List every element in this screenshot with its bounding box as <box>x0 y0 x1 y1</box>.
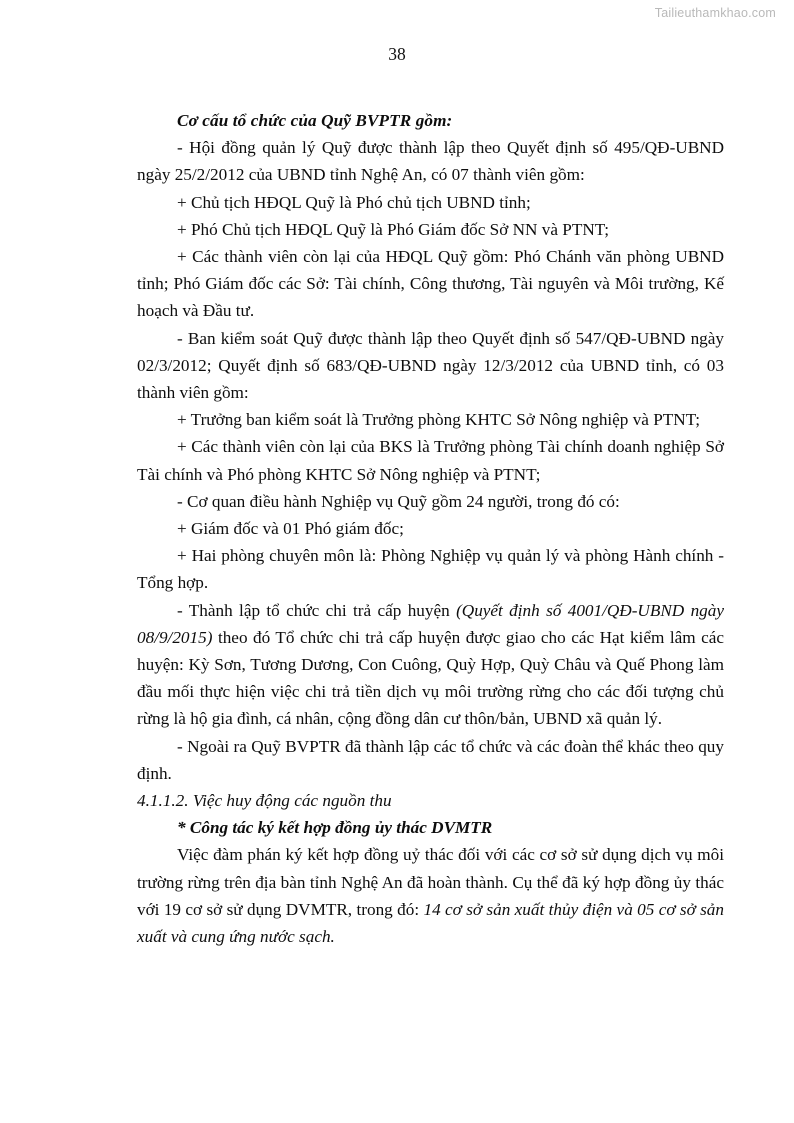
paragraph-executive-agency: - Cơ quan điều hành Nghiệp vụ Quỹ gồm 24 người, trong đó có: <box>177 491 620 511</box>
bullet-other-members: + Các thành viên còn lại của HĐQL Quỹ gồm: Phó Chánh văn phòng UBND tỉnh; Phó Giám đốc các Sở: Tài chính, Công thương, Tài nguyên và Môi trường, Kế hoạch và Đầu tư. <box>137 247 724 321</box>
bullet-board-head: + Trưởng ban kiểm soát là Trưởng phòng KHTC Sở Nông nghiệp và PTNT; <box>177 410 701 430</box>
district-payment-lead: - Thành lập tổ chức chi trả cấp huyện <box>177 600 457 620</box>
paragraph-supervisory-board: - Ban kiểm soát Quỹ được thành lập theo Quyết định số 547/QĐ-UBND ngày 02/3/2012; Quyết định số 683/QĐ-UBND ngày 12/3/2012 của UBND tỉnh, có 03 thành viên gồm: <box>137 328 724 403</box>
paragraph-contract-status <box>137 841 724 950</box>
heading-org-structure: Cơ cấu tổ chức của Quỹ BVPTR gồm: <box>177 111 453 130</box>
bullet-departments: + Hai phòng chuyên môn là: Phòng Nghiệp vụ quản lý và phòng Hành chính - Tổng hợp. <box>137 546 724 593</box>
page-number: 38 <box>388 44 406 64</box>
heading-subsection-contract-signing: * Công tác ký kết hợp đồng ủy thác DVMTR <box>177 818 493 838</box>
district-payment-rest: theo đó Tổ chức chi trả cấp huyện được giao cho các Hạt kiểm lâm các huyện: Kỳ Sơn, Tương Dương, Con Cuông, Quỳ Hợp, Quỳ Châu và Quế Phong làm đầu mối thực hiện việc chi trả tiền dịch vụ môi trường rừng cho các đối tượng chủ rừng là hộ gia đình, cá nhân, cộng đồng dân cư thôn/bản, UBND xã quản lý. <box>137 627 724 729</box>
paragraph-district-payment <box>137 597 724 733</box>
watermark-text: Tailieuthamkhao.com <box>654 6 776 20</box>
contract-status-lead: Việc đàm phán ký kết hợp đồng uỷ thác đối với các cơ sở sử dụng dịch vụ môi trường rừng trên địa bàn tỉnh Nghệ An đã hoàn thành. Cụ thể đã ký hợp đồng ủy thác với 19 cơ sở sử dụng DVMTR, trong đó: <box>137 845 724 919</box>
bullet-director: + Giám đốc và 01 Phó giám đốc; <box>177 519 404 539</box>
page-body <box>137 107 724 950</box>
bullet-vice-chairman: + Phó Chủ tịch HĐQL Quỹ là Phó Giám đốc Sở NN và PTNT; <box>177 219 610 239</box>
contract-status-detail-italic: 14 cơ sở sản xuất thủy điện và 05 cơ sở sản xuất và cung ứng nước sạch. <box>137 899 724 947</box>
bullet-board-members: + Các thành viên còn lại của BKS là Trưởng phòng Tài chính doanh nghiệp Sở Tài chính và Phó phòng KHTC Sở Nông nghiệp và PTNT; <box>137 437 724 484</box>
paragraph-management-council: - Hội đồng quản lý Quỹ được thành lập theo Quyết định số 495/QĐ-UBND ngày 25/2/2012 của UBND tỉnh Nghệ An, có 07 thành viên gồm: <box>137 138 724 185</box>
heading-section-4-1-1-2: 4.1.1.2. Việc huy động các nguồn thu <box>137 791 392 811</box>
paragraph-other-orgs: - Ngoài ra Quỹ BVPTR đã thành lập các tổ chức và các đoàn thể khác theo quy định. <box>137 736 724 783</box>
district-payment-decision-italic: (Quyết định số 4001/QĐ-UBND ngày 08/9/2015) <box>137 600 724 647</box>
bullet-chairman: + Chủ tịch HĐQL Quỹ là Phó chủ tịch UBND tỉnh; <box>177 192 531 212</box>
